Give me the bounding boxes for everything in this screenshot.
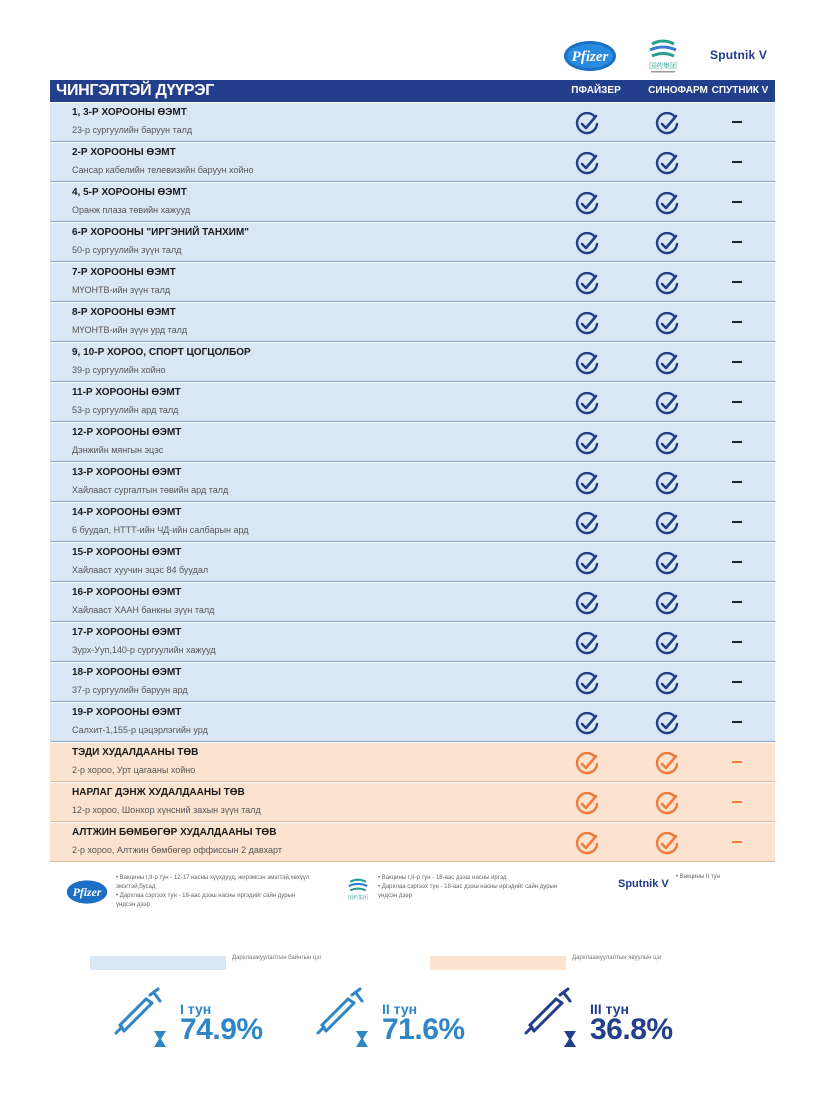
pfizer-available-check-icon — [574, 111, 600, 137]
svg-text:Pfizer: Pfizer — [72, 885, 102, 899]
location-address: Оранж плаза төвийн хажууд — [72, 205, 191, 215]
dose-2-stat — [312, 985, 482, 1055]
pfizer-available-check-icon — [574, 791, 600, 817]
pfizer-available-check-icon — [574, 391, 600, 417]
sputnik-unavailable-dash — [732, 481, 742, 483]
location-address: Дэнжийн мянгын эцэс — [72, 445, 164, 455]
pfizer-available-check-icon — [574, 511, 600, 537]
table-row — [50, 742, 775, 782]
sinopharm-available-check-icon — [654, 351, 680, 377]
mobile-point-label: Дархлаажуулалтын явуулын цэг — [572, 955, 662, 961]
location-name: 19-Р ХОРООНЫ ӨЭМТ — [72, 707, 182, 718]
sputnik-logo-small: Sputnik V — [618, 878, 669, 890]
pfizer-available-check-icon — [574, 711, 600, 737]
location-address: 23-р сургуулийн баруун талд — [72, 125, 193, 135]
pfizer-available-check-icon — [574, 671, 600, 697]
location-address: 50-р сургуулийн зүүн талд — [72, 245, 182, 255]
sinopharm-available-check-icon — [654, 791, 680, 817]
location-address: МҮОНТВ-ийн зүүн урд талд — [72, 325, 188, 335]
sinopharm-available-check-icon — [654, 471, 680, 497]
location-address: 53-р сургуулийн ард талд — [72, 405, 179, 415]
sinopharm-available-check-icon — [654, 551, 680, 577]
sinopharm-available-check-icon — [654, 511, 680, 537]
location-address: МҮОНТВ-ийн зүүн талд — [72, 285, 171, 295]
table-row — [50, 542, 775, 582]
dose-1-percent: 74.9% — [180, 1013, 263, 1046]
table-row — [50, 822, 775, 862]
location-name: 15-Р ХОРООНЫ ӨЭМТ — [72, 547, 182, 558]
table-row — [50, 702, 775, 742]
sputnik-unavailable-dash — [732, 441, 742, 443]
sputnik-unavailable-dash — [732, 721, 742, 723]
permanent-point-label: Дархлаажуулалтын байнгын цэг — [232, 955, 322, 961]
syringe-icon — [312, 985, 378, 1051]
table-body — [50, 102, 775, 862]
sputnik-unavailable-dash — [732, 641, 742, 643]
pfizer-available-check-icon — [574, 311, 600, 337]
location-name: 11-Р ХОРООНЫ ӨЭМТ — [72, 387, 181, 398]
syringe-icon — [520, 985, 586, 1051]
vaccine-legend — [0, 872, 825, 932]
table-row — [50, 422, 775, 462]
location-address: 12-р хороо, Шонхор хүнсний захын зүүн талд — [72, 805, 261, 815]
location-address: 2-р хороо, Урт цагааны хойно — [72, 765, 196, 775]
pfizer-logo — [562, 38, 618, 74]
sputnik-unavailable-dash — [732, 241, 742, 243]
location-address: Сансар кабелийн телевизийн баруун хойно — [72, 165, 254, 175]
sinopharm-available-check-icon — [654, 311, 680, 337]
location-name: 2-Р ХОРООНЫ ӨЭМТ — [72, 147, 176, 158]
table-row — [50, 342, 775, 382]
location-address: Хайлааст ХААН банкны зүүн талд — [72, 605, 215, 615]
sinopharm-available-check-icon — [654, 231, 680, 257]
table-row — [50, 102, 775, 142]
pfizer-available-check-icon — [574, 471, 600, 497]
col-sputnik: СПУТНИК V — [711, 85, 769, 96]
location-address: 37-р сургуулийн баруун ард — [72, 685, 188, 695]
location-address: Салхит-1,155-р цэцэрлэгийн урд — [72, 725, 208, 735]
sputnik-unavailable-dash — [732, 841, 742, 843]
location-address: 39-р сургуулийн хойно — [72, 365, 166, 375]
sputnik-logo — [706, 38, 778, 74]
sputnik-logo-text: Sputnik V — [710, 48, 768, 62]
sputnik-unavailable-dash — [732, 521, 742, 523]
location-address: Хайлааст хуучин эцэс 84 буудал — [72, 565, 209, 575]
pfizer-available-check-icon — [574, 751, 600, 777]
sinopharm-available-check-icon — [654, 711, 680, 737]
table-row — [50, 302, 775, 342]
location-name: 7-Р ХОРООНЫ ӨЭМТ — [72, 267, 176, 278]
pfizer-available-check-icon — [574, 831, 600, 857]
sinopharm-available-check-icon — [654, 591, 680, 617]
sputnik-unavailable-dash — [732, 201, 742, 203]
location-name: АЛТЖИН БӨМБӨГӨР ХУДАЛДААНЫ ТӨВ — [72, 827, 277, 838]
location-name: ТЭДИ ХУДАЛДААНЫ ТӨВ — [72, 747, 199, 758]
pfizer-available-check-icon — [574, 551, 600, 577]
location-name: 14-Р ХОРООНЫ ӨЭМТ — [72, 507, 182, 518]
dose-1-label: I тун — [180, 1001, 212, 1017]
sputnik-unavailable-dash — [732, 801, 742, 803]
pfizer-available-check-icon — [574, 151, 600, 177]
sinopharm-available-check-icon — [654, 191, 680, 217]
pfizer-logo-small — [64, 878, 110, 906]
sputnik-unavailable-dash — [732, 681, 742, 683]
table-row — [50, 382, 775, 422]
sputnik-unavailable-dash — [732, 401, 742, 403]
dose-2-percent: 71.6% — [382, 1013, 465, 1046]
sputnik-unavailable-dash — [732, 121, 742, 123]
location-address: Хайлааст сургалтын төвийн ард талд — [72, 485, 229, 495]
district-title: ЧИНГЭЛТЭЙ ДҮҮРЭГ — [56, 82, 214, 99]
table-row — [50, 222, 775, 262]
location-name: 18-Р ХОРООНЫ ӨЭМТ — [72, 667, 182, 678]
sputnik-unavailable-dash — [732, 321, 742, 323]
sinopharm-legend-text: • Вакцины I,II-р тун - 18-аас дээш насны иргэд • Дархлаа сэргээх тун - 18-аас дээш насны иргэдийг сайн дурын үндсэн дээр — [378, 875, 558, 899]
location-name: 9, 10-Р ХОРОО, СПОРТ ЦОГЦОЛБОР — [72, 347, 251, 358]
dose-2-label: II тун — [382, 1001, 418, 1017]
vaccination-table — [50, 80, 775, 862]
permanent-point-swatch — [90, 956, 226, 970]
pfizer-available-check-icon — [574, 231, 600, 257]
dose-3-percent: 36.8% — [590, 1013, 673, 1046]
location-name: 1, 3-Р ХОРООНЫ ӨЭМТ — [72, 107, 187, 118]
table-row — [50, 582, 775, 622]
location-name: 8-Р ХОРООНЫ ӨЭМТ — [72, 307, 176, 318]
sputnik-unavailable-dash — [732, 601, 742, 603]
svg-text:Pfizer: Pfizer — [571, 49, 609, 65]
location-address: 2-р хороо, Алтжин бөмбөгөр оффиссын 2 давхарт — [72, 845, 282, 855]
location-name: 16-Р ХОРООНЫ ӨЭМТ — [72, 587, 182, 598]
sinopharm-available-check-icon — [654, 751, 680, 777]
svg-text:国药集团: 国药集团 — [348, 894, 368, 901]
sputnik-legend-text: • Вакцины II тун — [676, 874, 720, 880]
sputnik-unavailable-dash — [732, 361, 742, 363]
location-name: НАРЛАГ ДЭНЖ ХУДАЛДААНЫ ТӨВ — [72, 787, 245, 798]
table-row — [50, 262, 775, 302]
col-sinopharm: СИНОФАРМ — [648, 85, 708, 96]
table-row — [50, 782, 775, 822]
pfizer-legend-text: • Вакцины I,II-р тун - 12-17 насны хүүхдүүд, жирэмсэн эмэгтэй,хөхүүл эмэгтэй,бусад • Дархлаа сэргээх тун - 18-аас дээш насны иргэдийг сайн дурын үндсэн дээр — [116, 875, 310, 908]
location-name: 13-Р ХОРООНЫ ӨЭМТ — [72, 467, 182, 478]
sputnik-unavailable-dash — [732, 281, 742, 283]
location-name: 17-Р ХОРООНЫ ӨЭМТ — [72, 627, 182, 638]
sinopharm-available-check-icon — [654, 111, 680, 137]
pfizer-available-check-icon — [574, 191, 600, 217]
table-row — [50, 502, 775, 542]
table-row — [50, 662, 775, 702]
svg-text:国药集团: 国药集团 — [649, 62, 677, 70]
sputnik-unavailable-dash — [732, 761, 742, 763]
sinopharm-available-check-icon — [654, 391, 680, 417]
sputnik-unavailable-dash — [732, 161, 742, 163]
location-name: 4, 5-Р ХОРООНЫ ӨЭМТ — [72, 187, 187, 198]
dose-3-label: III тун — [590, 1001, 630, 1017]
table-row — [50, 462, 775, 502]
location-name: 6-Р ХОРООНЫ "ИРГЭНИЙ ТАНХИМ" — [72, 227, 250, 238]
pfizer-available-check-icon — [574, 431, 600, 457]
sinopharm-available-check-icon — [654, 671, 680, 697]
vaccine-logos — [0, 38, 825, 78]
pfizer-available-check-icon — [574, 351, 600, 377]
table-header — [50, 80, 775, 102]
table-row — [50, 182, 775, 222]
sinopharm-logo — [646, 38, 680, 76]
sinopharm-available-check-icon — [654, 631, 680, 657]
table-row — [50, 622, 775, 662]
mobile-point-swatch — [430, 956, 566, 970]
location-address: Зурх-Ууп,140-р сургуулийн хажууд — [72, 645, 216, 655]
table-row — [50, 142, 775, 182]
syringe-icon — [110, 985, 176, 1051]
pfizer-available-check-icon — [574, 591, 600, 617]
dose-statistics — [0, 985, 825, 1055]
sinopharm-available-check-icon — [654, 271, 680, 297]
sinopharm-logo-small — [346, 876, 370, 906]
sinopharm-available-check-icon — [654, 431, 680, 457]
pfizer-available-check-icon — [574, 271, 600, 297]
dose-1-stat — [110, 985, 280, 1055]
location-name: 12-Р ХОРООНЫ ӨЭМТ — [72, 427, 182, 438]
location-type-legend — [0, 952, 825, 972]
sputnik-unavailable-dash — [732, 561, 742, 563]
col-pfizer: ПФАЙЗЕР — [571, 85, 621, 96]
pfizer-available-check-icon — [574, 631, 600, 657]
sinopharm-available-check-icon — [654, 151, 680, 177]
location-address: 6 буудал, НТТТ-ийн ЧД-ийн салбарын ард — [72, 525, 249, 535]
dose-3-stat — [520, 985, 690, 1055]
sinopharm-available-check-icon — [654, 831, 680, 857]
